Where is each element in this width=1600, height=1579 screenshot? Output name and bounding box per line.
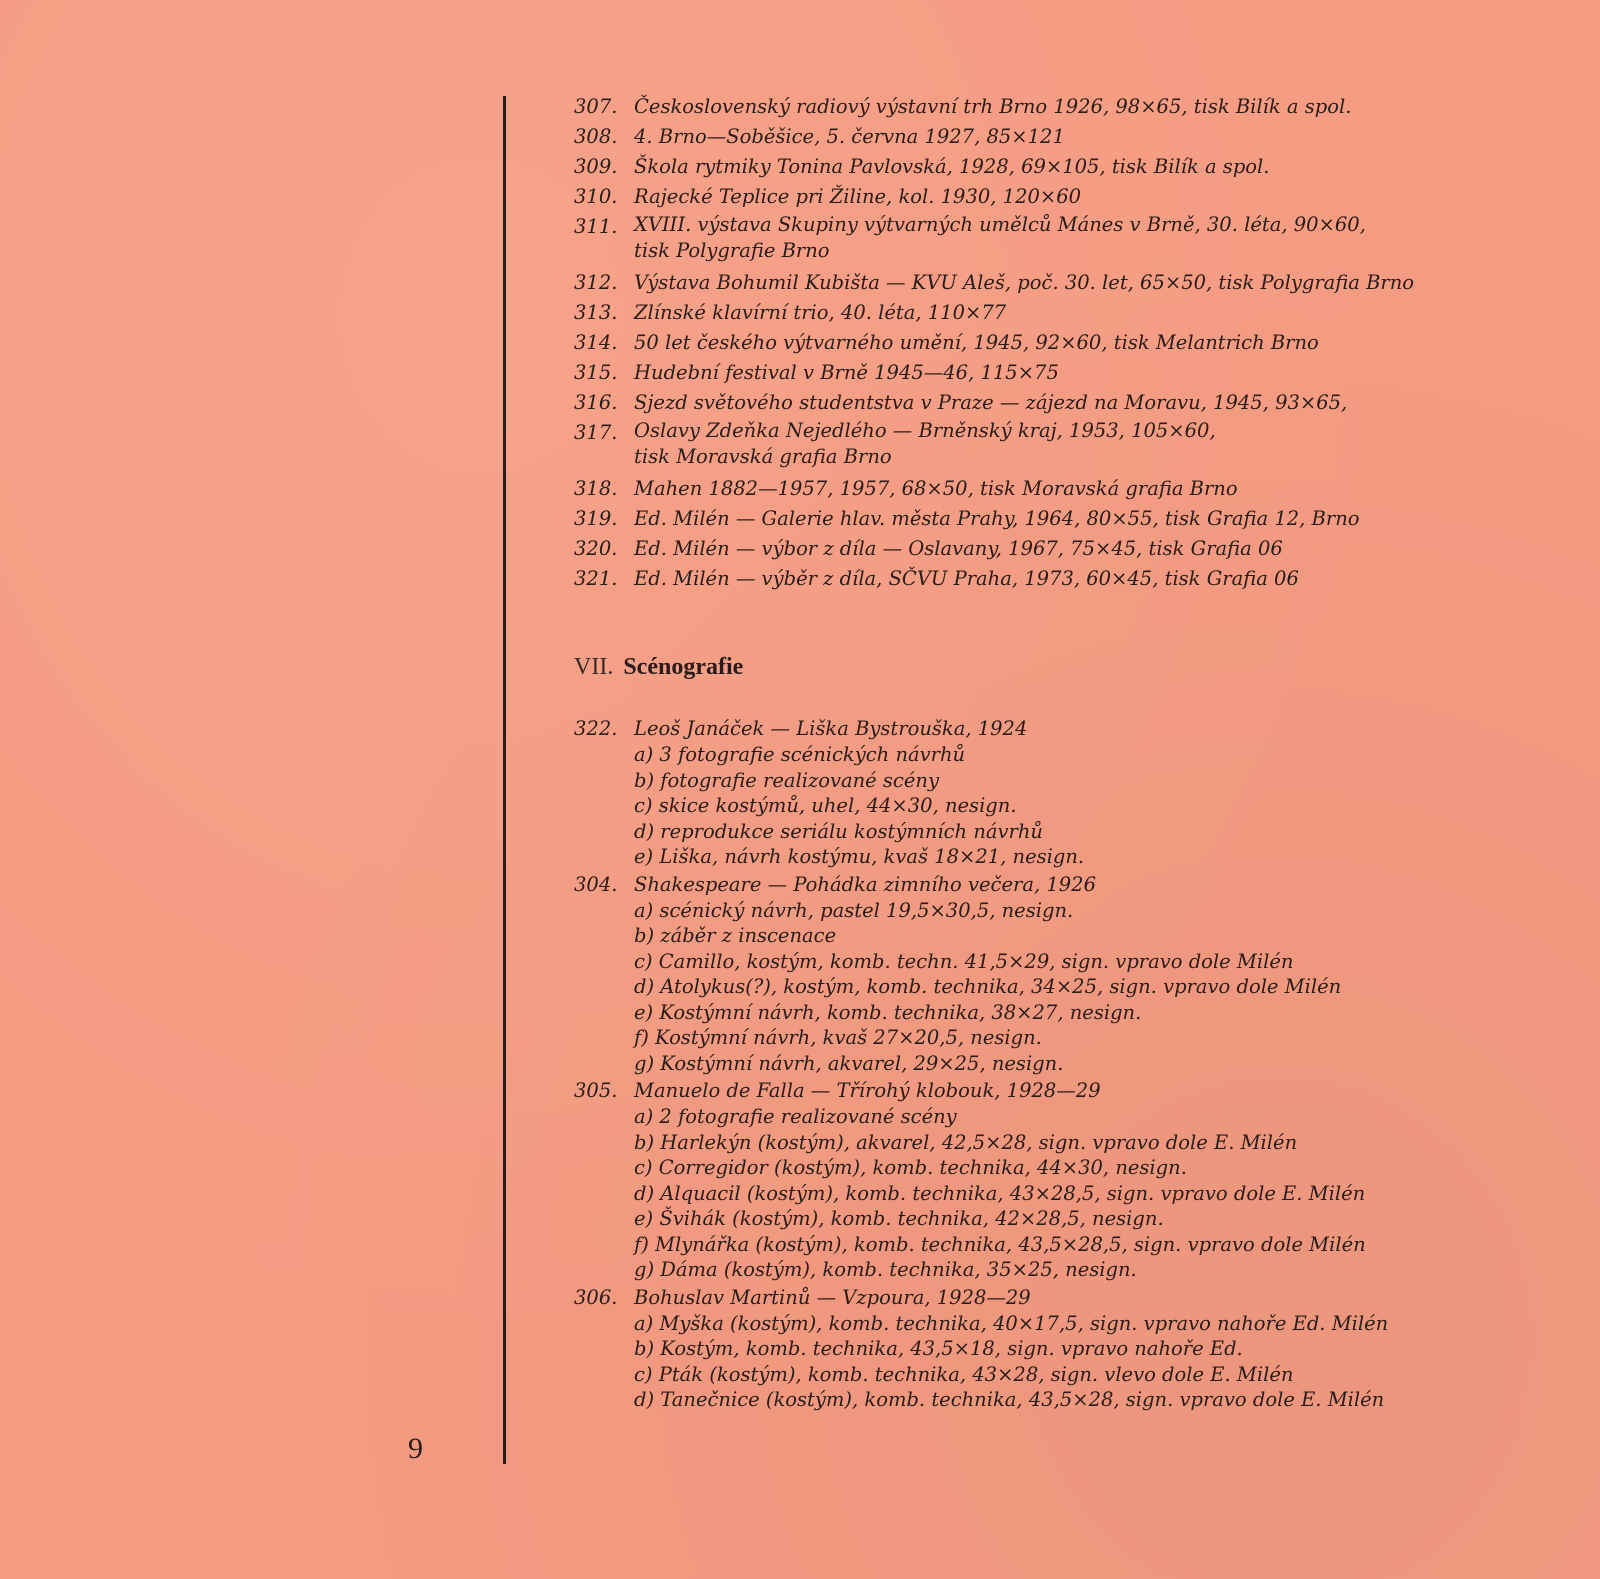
catalog-entry [574, 504, 1584, 534]
entry-text: Hudební festival v Brně 1945—46, 115×75 [634, 361, 1059, 384]
entry-sub-item: a) scénický návrh, pastel 19,5×30,5, nesign. [634, 898, 1074, 922]
entry-sub-item: b) záběr z inscenace [634, 924, 837, 947]
entry-number: 315. [574, 361, 618, 384]
entry-number: 319. [574, 507, 618, 530]
catalog-entry [574, 298, 1584, 328]
entry-sub-item: d) Alquacil (kostým), komb. technika, 43×28,5, sign. vpravo dole E. Milén [634, 1181, 1366, 1205]
catalog-entry [574, 268, 1584, 298]
entry-number: 312. [574, 271, 618, 294]
section-title: Scénografie [623, 654, 744, 680]
entry-sub-item: b) Harlekýn (kostým), akvarel, 42,5×28, sign. vpravo dole E. Milén [634, 1130, 1298, 1154]
catalog-entry [574, 212, 1584, 268]
entry-sub-item: f) Kostýmní návrh, kvaš 27×20,5, nesign. [634, 1026, 1042, 1049]
entry-number: 304. [574, 872, 618, 896]
catalog-entry [574, 474, 1584, 504]
scenography-entry [574, 872, 1584, 1077]
catalog-content [574, 92, 1584, 1415]
catalog-entry [574, 92, 1584, 122]
catalog-entry [574, 182, 1584, 212]
catalog-entry [574, 358, 1584, 388]
scenography-list [574, 716, 1584, 1413]
entry-sub-item: e) Švihák (kostým), komb. technika, 42×28,5, nesign. [634, 1207, 1164, 1230]
entry-number: 307. [574, 95, 618, 118]
entry-text: Ed. Milén — výběr z díla, SČVU Praha, 1973, 60×45, tisk Grafia 06 [634, 567, 1299, 590]
section-numeral: VII. [574, 654, 614, 680]
scenography-entry [574, 716, 1584, 870]
entry-sub-item: a) Myška (kostým), komb. technika, 40×17,5, sign. vpravo nahoře Ed. Milén [634, 1311, 1389, 1335]
catalog-entry [574, 122, 1584, 152]
entry-text: Výstava Bohumil Kubišta — KVU Aleš, poč. 30. let, 65×50, tisk Polygrafia Brno [634, 271, 1415, 294]
entry-text: tisk Polygrafie Brno [634, 239, 830, 262]
catalog-entry [574, 418, 1584, 474]
entry-number: 318. [574, 477, 618, 500]
entry-number: 320. [574, 537, 618, 560]
vertical-rule [503, 96, 506, 1464]
entry-sub-item: e) Kostýmní návrh, komb. technika, 38×27, nesign. [634, 1000, 1142, 1024]
entry-sub-item: c) Corregidor (kostým), komb. technika, 44×30, nesign. [634, 1156, 1187, 1179]
entry-number: 306. [574, 1285, 618, 1309]
scenography-entry [574, 1078, 1584, 1283]
catalog-entry [574, 388, 1584, 418]
entry-sub-item: e) Liška, návrh kostýmu, kvaš 18×21, nesign. [634, 845, 1085, 868]
entry-number: 310. [574, 185, 618, 208]
entry-text: Sjezd světového studentstva v Praze — zájezd na Moravu, 1945, 93×65, [634, 391, 1348, 414]
entry-title: Bohuslav Martinů — Vzpoura, 1928—29 [634, 1285, 1031, 1309]
entry-sub-item: c) skice kostýmů, uhel, 44×30, nesign. [634, 794, 1017, 817]
entry-text: Ed. Milén — výbor z díla — Oslavany, 1967, 75×45, tisk Grafia 06 [634, 537, 1283, 560]
scenography-entry [574, 1285, 1584, 1413]
poster-list [574, 92, 1584, 594]
entry-number: 311. [574, 215, 618, 238]
entry-text: Zlínské klavírní trio, 40. léta, 110×77 [634, 301, 1007, 324]
entry-sub-item: a) 3 fotografie scénických návrhů [634, 743, 966, 766]
entry-number: 321. [574, 567, 618, 590]
entry-sub-item: f) Mlynářka (kostým), komb. technika, 43,5×28,5, sign. vpravo dole Milén [634, 1232, 1366, 1256]
entry-sub-item: g) Dáma (kostým), komb. technika, 35×25, nesign. [634, 1258, 1137, 1281]
entry-sub-item: c) Camillo, kostým, komb. techn. 41,5×29, sign. vpravo dole Milén [634, 949, 1294, 973]
entry-text: 50 let českého výtvarného umění, 1945, 92×60, tisk Melantrich Brno [634, 331, 1319, 354]
entry-text: XVIII. výstava Skupiny výtvarných umělců Mánes v Brně, 30. léta, 90×60, [634, 213, 1366, 236]
entry-number: 314. [574, 331, 618, 354]
entry-sub-item: g) Kostýmní návrh, akvarel, 29×25, nesign. [634, 1051, 1064, 1075]
entry-text: Škola rytmiky Tonina Pavlovská, 1928, 69×105, tisk Bilík a spol. [634, 155, 1270, 178]
entry-number: 308. [574, 125, 618, 148]
entry-number: 322. [574, 717, 618, 740]
entry-number: 316. [574, 391, 618, 414]
entry-sub-item: b) fotografie realizované scény [634, 768, 939, 792]
entry-text: 4. Brno—Soběšice, 5. června 1927, 85×121 [634, 125, 1065, 148]
entry-number: 309. [574, 155, 618, 178]
entry-text: Mahen 1882—1957, 1957, 68×50, tisk Moravská grafia Brno [634, 477, 1238, 500]
entry-title: Shakespeare — Pohádka zimního večera, 1926 [634, 872, 1096, 896]
entry-text: tisk Moravská grafia Brno [634, 445, 892, 468]
catalog-entry [574, 328, 1584, 358]
entry-text: Ed. Milén — Galerie hlav. města Prahy, 1964, 80×55, tisk Grafia 12, Brno [634, 507, 1360, 530]
catalog-entry [574, 152, 1584, 182]
entry-text: Rajecké Teplice pri Žiline, kol. 1930, 120×60 [634, 185, 1082, 208]
entry-number: 305. [574, 1079, 618, 1102]
entry-sub-item: d) reprodukce seriálu kostýmních návrhů [634, 819, 1043, 843]
page-number: 9 [408, 1432, 423, 1465]
section-heading [574, 652, 1584, 682]
catalog-entry [574, 564, 1584, 594]
catalog-entry [574, 534, 1584, 564]
entry-sub-item: b) Kostým, komb. technika, 43,5×18, sign. vpravo nahoře Ed. [634, 1337, 1243, 1360]
entry-title: Leoš Janáček — Liška Bystrouška, 1924 [634, 717, 1028, 740]
entry-number: 317. [574, 421, 618, 444]
entry-sub-item: c) Pták (kostým), komb. technika, 43×28, sign. vlevo dole E. Milén [634, 1362, 1294, 1386]
entry-sub-item: a) 2 fotografie realizované scény [634, 1105, 957, 1128]
entry-title: Manuelo de Falla — Třírohý klobouk, 1928—29 [634, 1079, 1101, 1102]
entry-text: Československý radiový výstavní trh Brno 1926, 98×65, tisk Bilík a spol. [634, 95, 1352, 118]
entry-text: Oslavy Zdeňka Nejedlého — Brněnský kraj, 1953, 105×60, [634, 419, 1216, 442]
entry-sub-item: d) Tanečnice (kostým), komb. technika, 43,5×28, sign. vpravo dole E. Milén [634, 1388, 1385, 1411]
entry-sub-item: d) Atolykus(?), kostým, komb. technika, 34×25, sign. vpravo dole Milén [634, 975, 1342, 998]
entry-number: 313. [574, 301, 618, 324]
